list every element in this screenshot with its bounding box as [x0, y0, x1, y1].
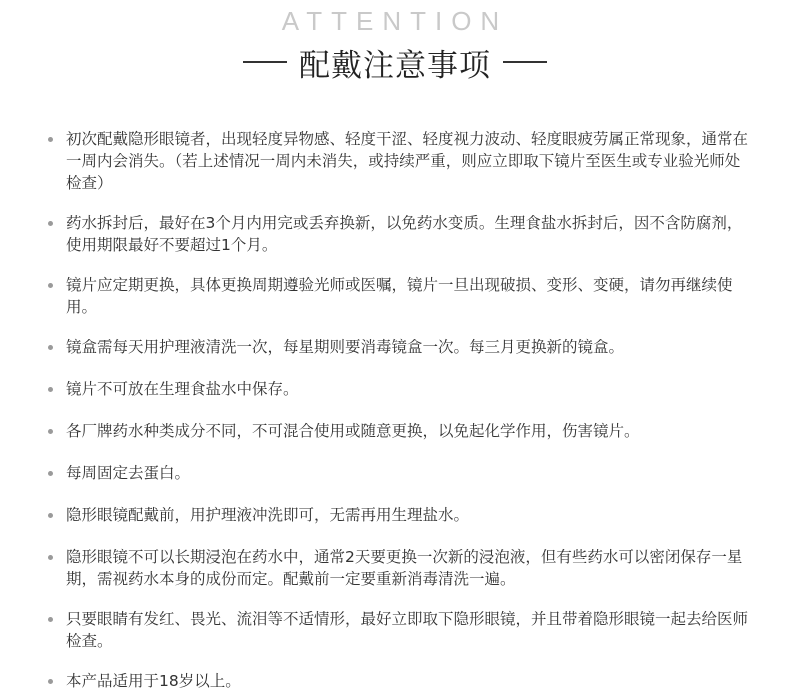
title-dash-left — [243, 61, 287, 63]
list-item-text: 药水拆封后，最好在3个月内用完或丢弃换新，以免药水变质。生理食盐水拆封后，因不含防腐剂，使用期限最好不要超过1个月。 — [66, 214, 743, 254]
bullet-dot-icon — [48, 429, 53, 434]
list-item — [48, 462, 748, 484]
list-item-text: 各厂牌药水种类成分不同，不可混合使用或随意更换，以免起化学作用，伤害镜片。 — [66, 422, 640, 440]
bullet-dot-icon — [48, 679, 53, 684]
list-item — [48, 670, 748, 692]
list-item-text: 镜盒需每天用护理液清洗一次，每星期则要消毒镜盒一次。每三月更换新的镜盒。 — [66, 338, 625, 356]
bullet-dot-icon — [48, 221, 53, 226]
list-item — [48, 420, 748, 442]
list-item-text: 镜片应定期更换，具体更换周期遵验光师或医嘱，镜片一旦出现破损、变形、变硬，请勿再继续使用。 — [66, 276, 733, 316]
title-dash-right — [503, 61, 547, 63]
list-item — [48, 608, 748, 652]
list-item-text: 本产品适用于18岁以上。 — [66, 672, 241, 690]
list-item — [48, 546, 748, 590]
list-item — [48, 128, 748, 194]
notice-list — [48, 128, 748, 692]
bullet-dot-icon — [48, 137, 53, 142]
list-item-text: 每周固定去蛋白。 — [66, 464, 191, 482]
list-item-text: 隐形眼镜不可以长期浸泡在药水中，通常2天要更换一次新的浸泡液，但有些药水可以密闭保存一星期，需视药水本身的成份而定。配戴前一定要重新消毒清洗一遍。 — [66, 548, 743, 588]
title-row — [0, 40, 790, 84]
list-item-text: 只要眼睛有发红、畏光、流泪等不适情形，最好立即取下隐形眼镜，并且带着隐形眼镜一起去给医师检查。 — [66, 610, 749, 650]
list-item — [48, 378, 748, 400]
bullet-dot-icon — [48, 617, 53, 622]
list-item-text: 初次配戴隐形眼镜者，出现轻度异物感、轻度干涩、轻度视力波动、轻度眼疲劳属正常现象，通常在一周内会消失。（若上述情况一周内未消失，或持续严重，则应立即取下镜片至医生或专业验光师处检查） — [66, 130, 749, 192]
list-item — [48, 274, 748, 318]
bullet-dot-icon — [48, 283, 53, 288]
list-item — [48, 336, 748, 358]
list-item — [48, 212, 748, 256]
list-item — [48, 504, 748, 526]
bullet-dot-icon — [48, 345, 53, 350]
page-title: 配戴注意事项 — [299, 47, 491, 84]
list-item-text: 镜片不可放在生理食盐水中保存。 — [66, 380, 299, 398]
attention-kicker: ATTENTION — [281, 6, 509, 36]
list-item-text: 隐形眼镜配戴前，用护理液冲洗即可，无需再用生理盐水。 — [66, 506, 470, 524]
bullet-dot-icon — [48, 387, 53, 392]
bullet-dot-icon — [48, 471, 53, 476]
bullet-dot-icon — [48, 513, 53, 518]
bullet-dot-icon — [48, 555, 53, 560]
